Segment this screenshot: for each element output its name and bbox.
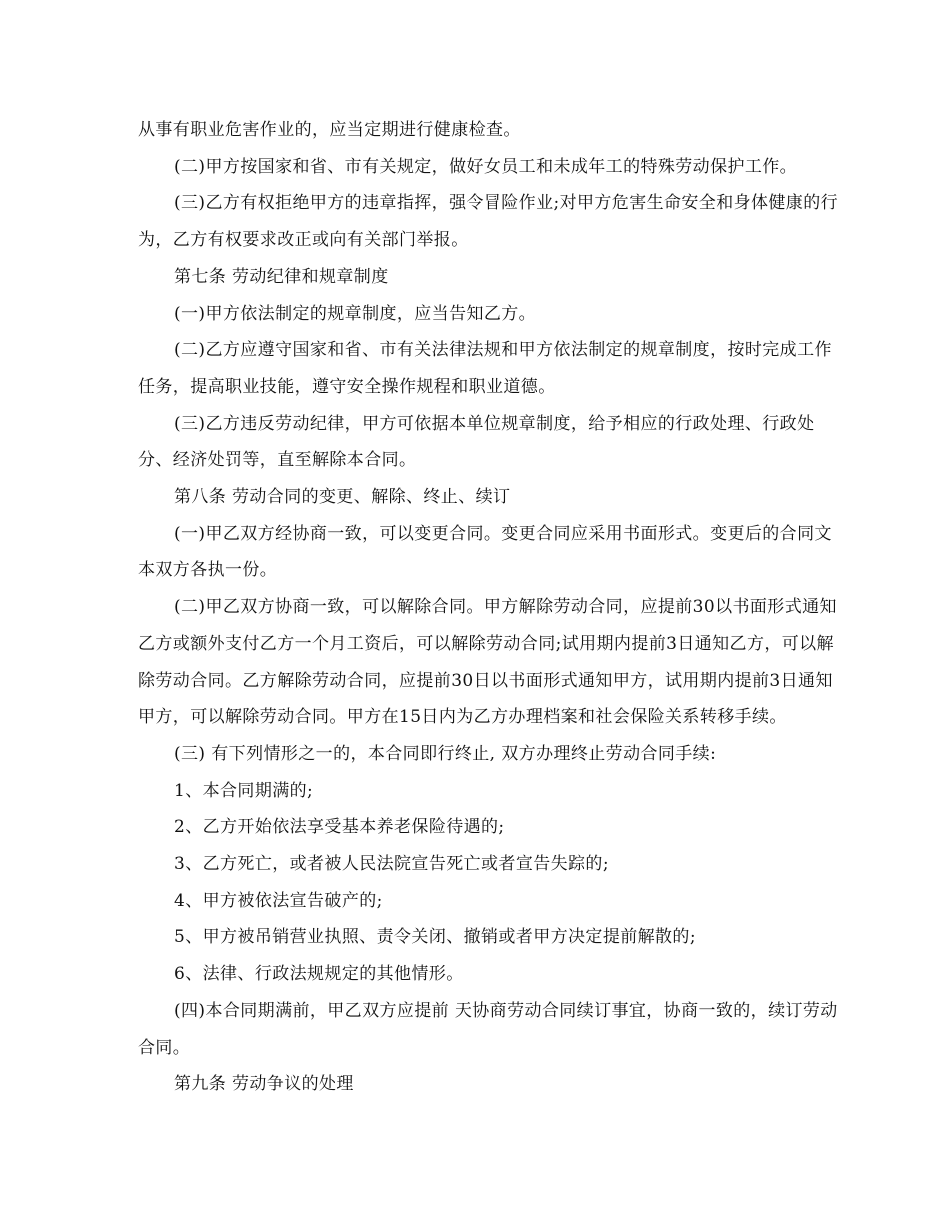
article-7-clause-2: (二)乙方应遵守国家和省、市有关法律法规和甲方依法制定的规章制度，按时完成工作任务，提高职业技能，遵守安全操作规程和职业道德。 (138, 340, 832, 397)
termination-item-1: 1、本合同期满的; (174, 780, 314, 801)
termination-item-5: 5、甲方被吊销营业执照、责令关闭、撤销或者甲方决定提前解散的; (174, 927, 696, 948)
article-7-clause-3: (三)乙方违反劳动纪律，甲方可依据本单位规章制度，给予相应的行政处理、行政处分、经济处罚等，直至解除本合同。 (138, 413, 815, 471)
article-9-heading: 第九条 劳动争议的处理 (174, 1074, 354, 1095)
document-page (138, 112, 838, 1103)
article-8-heading: 第八条 劳动合同的变更、解除、终止、续订 (174, 487, 511, 508)
termination-item-6: 6、法律、行政法规规定的其他情形。 (174, 964, 464, 985)
termination-item-2: 2、乙方开始依法享受基本养老保险待遇的; (174, 817, 505, 838)
article-8-clause-1: (一)甲乙双方经协商一致，可以变更合同。变更合同应采用书面形式。变更后的合同文本双方各执一份。 (138, 523, 832, 581)
article-8-clause-2: (二)甲乙双方协商一致，可以解除合同。甲方解除劳动合同，应提前30以书面形式通知乙方或额外支付乙方一个月工资后，可以解除劳动合同;试用期内提前3日通知乙方，可以解除劳动合同。乙方解除劳动合同，应提前30日以书面形式通知甲方，试用期内提前3日通知甲方，可以解除劳动合同。甲方在15日内为乙方办理档案和社会保险关系转移手续。 (138, 597, 837, 728)
article-7-heading: 第七条 劳动纪律和规章制度 (174, 266, 389, 287)
article-8-clause-4: (四)本合同期满前，甲乙双方应提前 天协商劳动合同续订事宜，协商一致的，续订劳动合同。 (138, 1000, 838, 1058)
termination-item-3: 3、乙方死亡，或者被人民法院宣告死亡或者宣告失踪的; (174, 854, 609, 875)
article-8-clause-3: (三) 有下列情形之一的，本合同即行终止, 双方办理终止劳动合同手续: (174, 743, 717, 764)
paragraph-continuation: 从事有职业危害作业的，应当定期进行健康检查。 (138, 120, 521, 140)
termination-item-4: 4、甲方被依法宣告破产的; (174, 890, 383, 911)
paragraph-clause-3: (三)乙方有权拒绝甲方的违章指挥，强令冒险作业;对甲方危害生命安全和身体健康的行为，乙方有权要求改正或向有关部门举报。 (138, 193, 838, 251)
paragraph-clause-2: (二)甲方按国家和省、市有关规定，做好女员工和未成年工的特殊劳动保护工作。 (174, 156, 798, 177)
article-7-clause-1: (一)甲方依法制定的规章制度，应当告知乙方。 (174, 303, 537, 324)
